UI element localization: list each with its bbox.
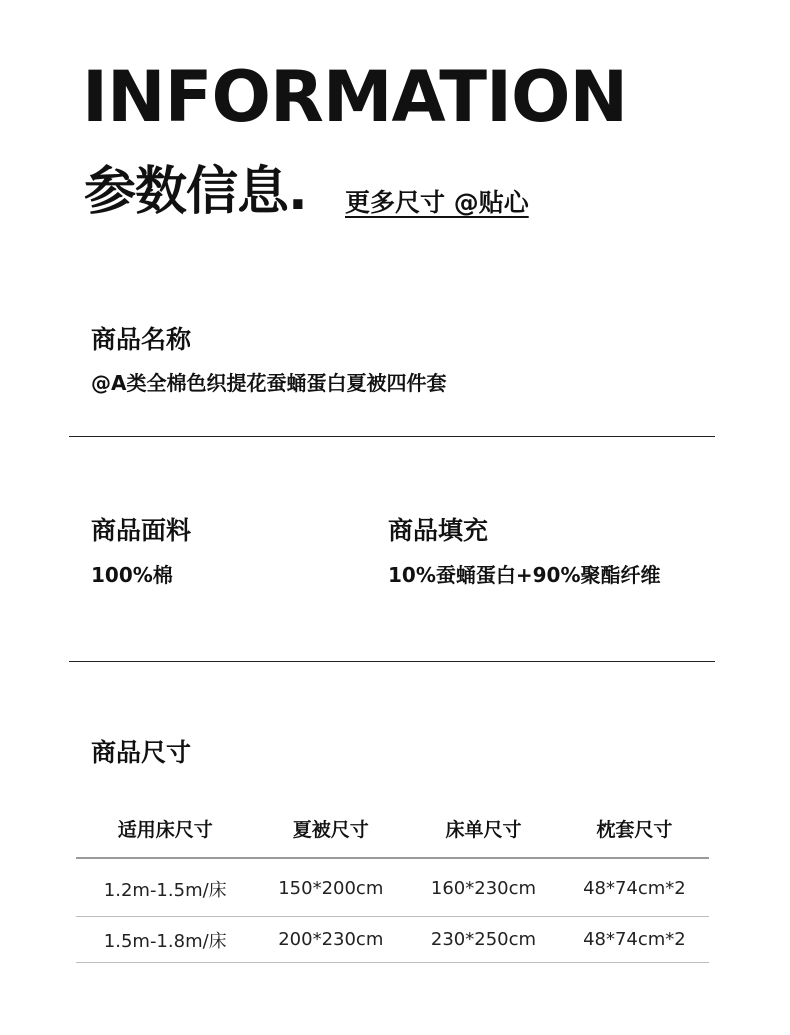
filling-value: 10%蚕蛹蛋白+90%聚酯纤维 — [388, 563, 661, 587]
table-cell: 48*74cm*2 — [560, 917, 709, 963]
table-cell: 48*74cm*2 — [560, 858, 709, 917]
table-cell: 1.2m-1.5m/床 — [76, 858, 254, 917]
product-name-value: @A类全棉色织提花蚕蛹蛋白夏被四件套 — [91, 371, 447, 395]
page-title-cn: 参数信息. — [84, 162, 307, 222]
table-cell: 1.5m-1.8m/床 — [76, 917, 254, 963]
page-title-en: INFORMATION — [82, 56, 628, 138]
column-header-quilt-size: 夏被尺寸 — [254, 800, 407, 858]
table-header-row — [76, 800, 709, 858]
table-cell: 150*200cm — [254, 858, 407, 917]
table-row — [76, 858, 709, 917]
product-name-label: 商品名称 — [91, 325, 192, 354]
divider-1 — [69, 436, 715, 437]
table-cell: 230*250cm — [407, 917, 560, 963]
column-header-bed-size: 适用床尺寸 — [76, 800, 254, 858]
page-subtitle: 更多尺寸 @贴心 — [345, 188, 529, 217]
fabric-label: 商品面料 — [91, 516, 192, 545]
table-cell: 200*230cm — [254, 917, 407, 963]
column-header-pillowcase-size: 枕套尺寸 — [560, 800, 709, 858]
table-cell: 160*230cm — [407, 858, 560, 917]
divider-2 — [69, 661, 715, 662]
fabric-value: 100%棉 — [91, 563, 173, 587]
size-table — [76, 800, 709, 963]
size-label: 商品尺寸 — [91, 738, 192, 767]
filling-label: 商品填充 — [388, 516, 489, 545]
column-header-sheet-size: 床单尺寸 — [407, 800, 560, 858]
table-row — [76, 917, 709, 963]
